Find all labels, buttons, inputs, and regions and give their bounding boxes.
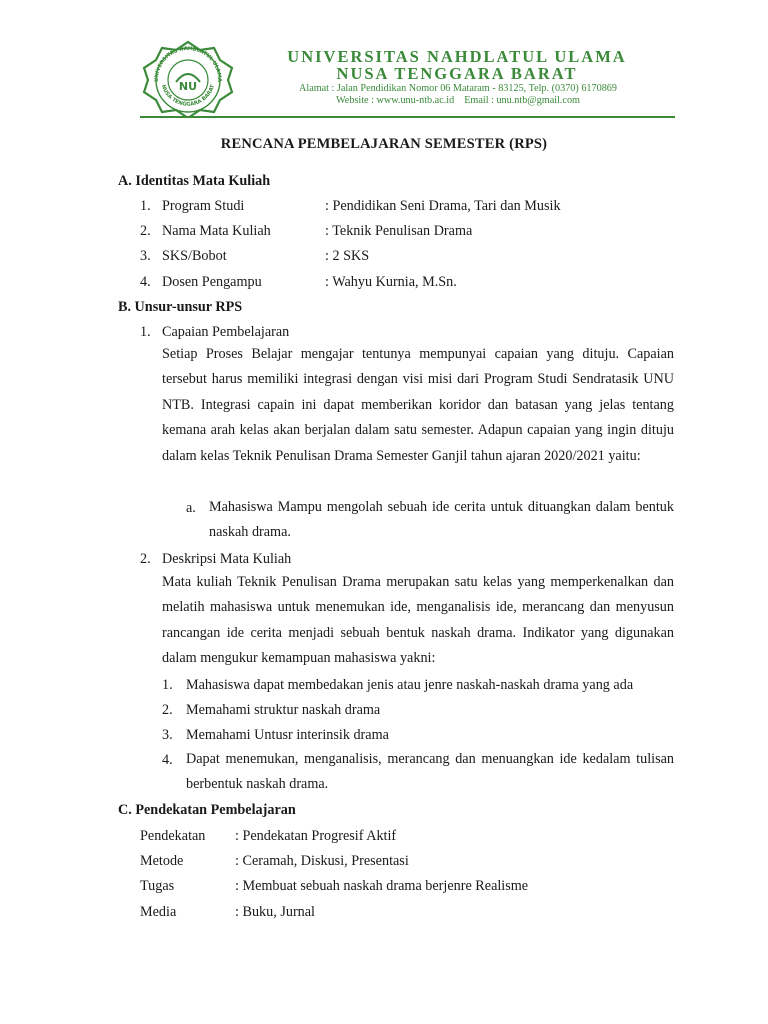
university-contact bbox=[248, 95, 668, 107]
indicator-num: 3. bbox=[162, 727, 173, 743]
subsection-title: Capaian Pembelajaran bbox=[162, 324, 290, 340]
email-text: Email : unu.ntb@gmail.com bbox=[464, 95, 580, 106]
identity-num: 3. bbox=[140, 248, 151, 264]
identity-label: Dosen Pengampu bbox=[162, 274, 262, 290]
identity-num: 1. bbox=[140, 198, 151, 214]
section-c-heading: C. Pendekatan Pembelajaran bbox=[118, 802, 296, 818]
deskripsi-paragraph bbox=[162, 570, 674, 672]
indicator-text: Mahasiswa dapat membedakan jenis atau jenre naskah-naskah drama yang ada bbox=[186, 677, 634, 693]
approach-label: Pendekatan bbox=[140, 828, 206, 844]
approach-value: : Buku, Jurnal bbox=[235, 904, 315, 920]
identity-label: SKS/Bobot bbox=[162, 248, 227, 264]
identity-label: Program Studi bbox=[162, 198, 245, 214]
logo-text-top: UNIVERSITAS NAHDLATUL ULAMA bbox=[153, 45, 223, 82]
identity-value: : Teknik Penulisan Drama bbox=[325, 223, 473, 239]
logo-text-bottom: NUSA TENGGARA BARAT bbox=[159, 84, 217, 108]
approach-label: Metode bbox=[140, 853, 184, 869]
approach-label: Tugas bbox=[140, 878, 175, 894]
indicator-num: 1. bbox=[162, 677, 173, 693]
identity-value: : Pendidikan Seni Drama, Tari dan Musik bbox=[325, 198, 561, 214]
university-logo bbox=[140, 40, 236, 118]
subsection-num: 1. bbox=[140, 324, 151, 340]
identity-value: : 2 SKS bbox=[325, 248, 370, 264]
approach-value: : Membuat sebuah naskah drama berjenre Realisme bbox=[235, 878, 529, 894]
section-a-heading: A. Identitas Mata Kuliah bbox=[118, 173, 271, 189]
university-name: UNIVERSITAS NAHDLATUL ULAMA bbox=[287, 47, 627, 66]
identity-value: : Wahyu Kurnia, M.Sn. bbox=[325, 274, 457, 290]
identity-num: 2. bbox=[140, 223, 151, 239]
university-province: NUSA TENGGARA BARAT bbox=[336, 64, 578, 83]
identity-num: 4. bbox=[140, 274, 151, 290]
letterhead-divider bbox=[140, 116, 675, 118]
approach-value: : Pendekatan Progresif Aktif bbox=[235, 828, 397, 844]
website-text: Website : www.unu-ntb.ac.id bbox=[336, 95, 455, 106]
letterhead bbox=[140, 38, 675, 118]
document-title: RENCANA PEMBELAJARAN SEMESTER (RPS) bbox=[220, 136, 548, 152]
identity-label: Nama Mata Kuliah bbox=[162, 223, 271, 239]
deskripsi-paragraph-text: Mata kuliah Teknik Penulisan Drama merupakan satu kelas yang memperkenalkan dan melatih mahasiswa untuk menemukan ide, menganalisis ide, merancang dan menyusun rancangan ide cerita menjadi sebuah bentuk naskah drama. Indikator yang digunakan dalam mengukur kemampuan mahasiswa yakni: bbox=[162, 574, 674, 667]
approach-label: Media bbox=[140, 904, 177, 920]
point-letter: a. bbox=[186, 500, 196, 516]
capaian-paragraph bbox=[162, 342, 674, 469]
indicator-text: Dapat menemukan, menganalisis, merancang dan menuangkan ide kedalam tulisan berbentuk naskah drama. bbox=[186, 751, 674, 793]
capaian-paragraph-text: Setiap Proses Belajar mengajar tentunya mempunyai capaian yang dituju. Capaian tersebut harus memiliki integrasi dengan visi misi dari Program Studi Sendratasik UNU NTB. Integrasi capain ini dapat memberikan koridor dan batasan yang jelas tentang kemana arah kelas akan berjalan dalam satu semester. Adapun capaian yang ingin dituju dalam kelas Teknik Penulisan Drama Semester Ganjil tahun ajaran 2020/2021 yaitu: bbox=[162, 346, 674, 464]
point-text: Mahasiswa Mampu mengolah sebuah ide cerita untuk dituangkan dalam bentuk naskah drama. bbox=[209, 499, 674, 541]
university-address: Alamat : Jalan Pendidikan Nomor 06 Mataram - 83125, Telp. (0370) 6170869 bbox=[299, 83, 617, 94]
indicator-num: 4. bbox=[162, 752, 173, 768]
indicator-text: Memahami Untusr interinsik drama bbox=[186, 727, 389, 743]
svg-text:UNIVERSITAS NAHDLATUL ULAMA bbox=[154, 46, 222, 82]
indicator-num: 2. bbox=[162, 702, 173, 718]
indicator-text: Memahami struktur naskah drama bbox=[186, 702, 381, 718]
point-item bbox=[209, 495, 674, 546]
logo-mark: NU bbox=[178, 80, 198, 93]
subsection-title: Deskripsi Mata Kuliah bbox=[162, 551, 292, 567]
subsection-num: 2. bbox=[140, 551, 151, 567]
indicator-item bbox=[186, 747, 674, 798]
approach-value: : Ceramah, Diskusi, Presentasi bbox=[235, 853, 409, 869]
section-b-heading: B. Unsur-unsur RPS bbox=[118, 299, 243, 315]
